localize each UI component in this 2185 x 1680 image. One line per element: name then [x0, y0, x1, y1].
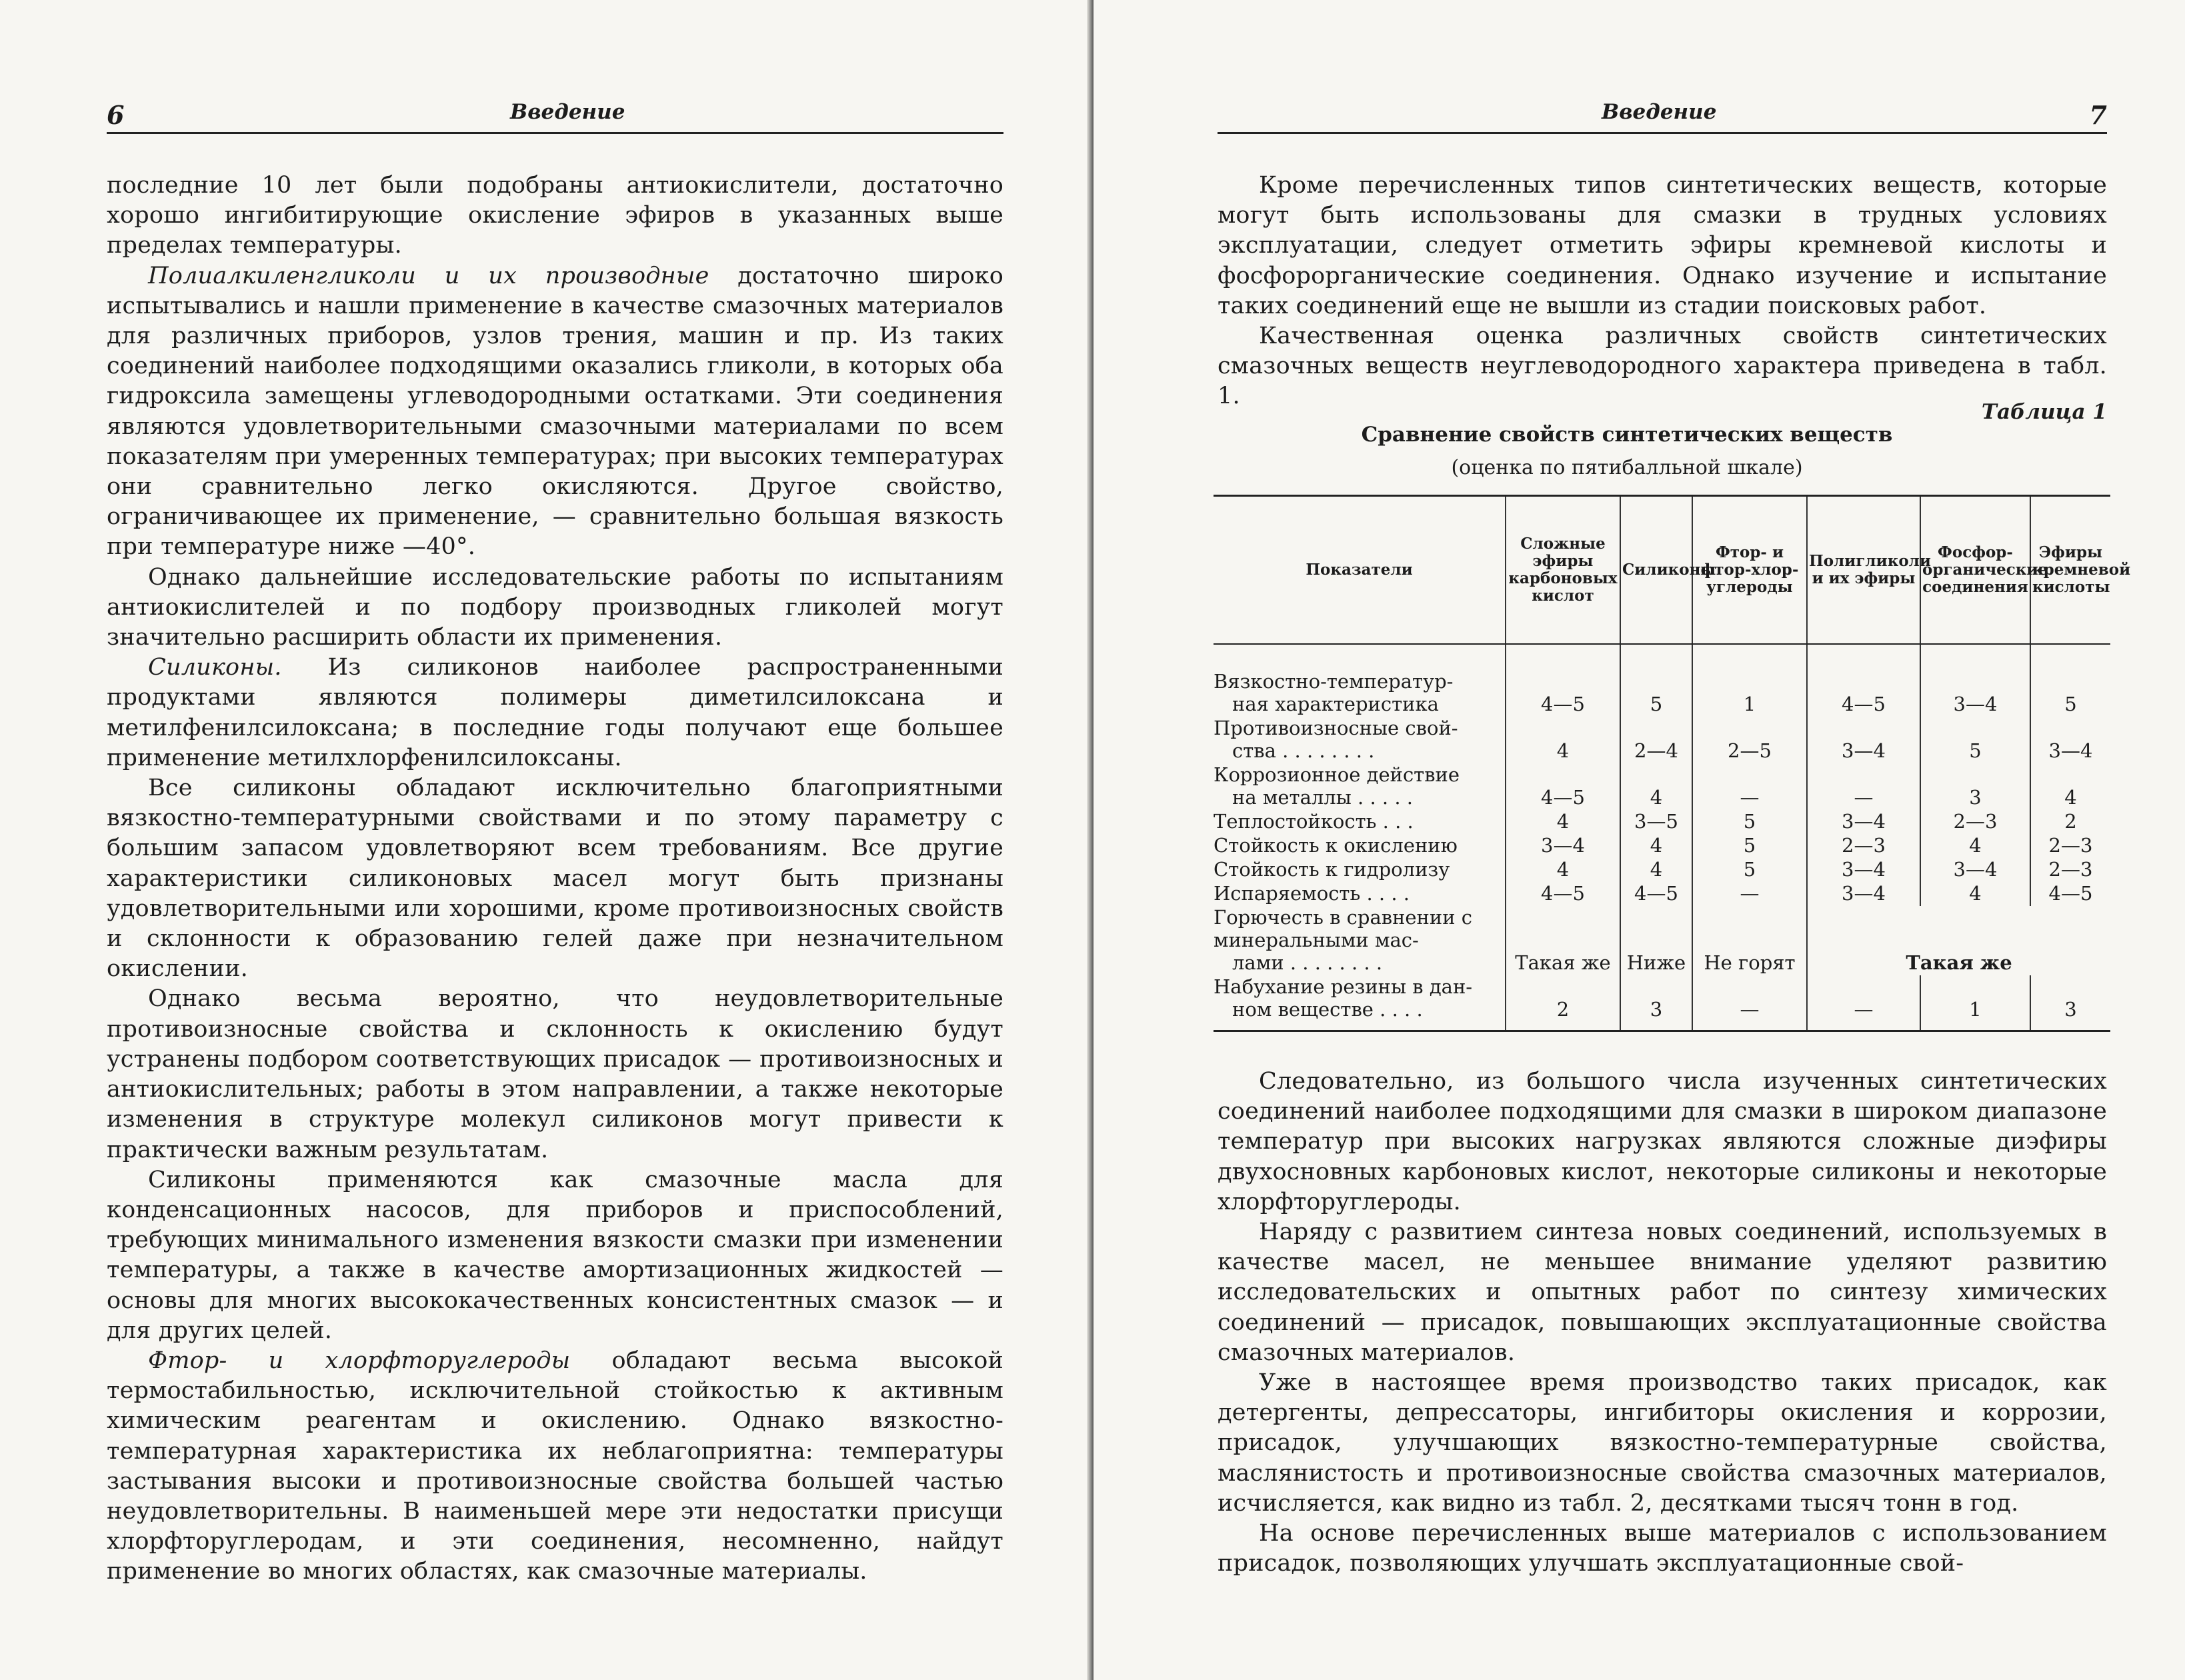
- paragraph: [107, 1165, 1003, 1346]
- row-label-line: Стойкость к окислению: [1214, 834, 1458, 857]
- paragraph: [1218, 1067, 2107, 1217]
- table-row: [1214, 882, 2110, 906]
- right-page-header: [1218, 92, 2107, 134]
- row-label: [1214, 834, 1506, 858]
- table-column-header: Фосфор-органические соединения: [1920, 496, 2030, 645]
- table-cell: 2—3: [2030, 858, 2110, 882]
- paragraph: [1218, 1519, 2107, 1579]
- table-cell: 5: [1692, 858, 1807, 882]
- table-cell: 4—5: [1620, 882, 1692, 906]
- italic-term: Фтор- и хлорфторуглероды: [148, 1347, 571, 1374]
- table-cell: 4: [1920, 834, 2030, 858]
- row-label-line: Горючесть в сравнении с минеральными мас-: [1214, 906, 1473, 951]
- row-label-line: Набухание резины в дан-: [1214, 975, 1473, 998]
- text-run: Уже в настоящее время производство таких присадок, как детергенты, депрессаторы, ингибиторы окисления и коррозии, присадок, улучшающих вязкостно-температурные свойства, маслянистость и противоизносные свойства смазочных материалов, исчисляется, как видно из табл. 2, десятками тысяч тонн в год.: [1218, 1369, 2107, 1517]
- text-run: Следовательно, из большого числа изученных синтетических соединений наиболее подходящими для смазки в широком диапазоне температур при высоких нагрузках являются сложные диэфиры двухосновных карбоновых кислот, некоторые силиконы и некоторые хлорфторуглероды.: [1218, 1068, 2107, 1215]
- row-label-line: Коррозионное действие: [1214, 763, 1460, 786]
- table-cell: 5: [1692, 810, 1807, 834]
- table-cell: 3: [1920, 763, 2030, 810]
- table-cell: 3—4: [2030, 717, 2110, 763]
- right-page-body-bottom: [1218, 1067, 2107, 1579]
- table-cell: Такая же: [1807, 906, 2110, 975]
- row-label: [1214, 644, 1506, 717]
- row-label-line: Вязкостно-температур-: [1214, 670, 1454, 693]
- table-cell: 3—4: [1807, 858, 1920, 882]
- table-column-header: Сложные эфиры карбоновых кислот: [1506, 496, 1620, 645]
- table-cell: 4: [1620, 763, 1692, 810]
- paragraph: [107, 653, 1003, 773]
- table-row: [1214, 810, 2110, 834]
- table-cell: 4: [2030, 763, 2110, 810]
- left-page-number: 6: [107, 100, 125, 130]
- table-row: [1214, 906, 2110, 975]
- table-cell: 4: [1620, 834, 1692, 858]
- table-cell: Не горят: [1692, 906, 1807, 975]
- table-cell: 4: [1506, 858, 1620, 882]
- text-run: последние 10 лет были подобраны антиокислители, достаточно хорошо ингибитирующие окисление эфиров в указанных выше пределах температуры.: [107, 172, 1003, 259]
- right-page: [1094, 0, 2185, 1680]
- text-run: Все силиконы обладают исключительно благоприятными вязкостно-температурными свойствами и по этому параметру с большим запасом удовлетворяют всем требованиям. Все другие характеристики силиконовых масел могут быть признаны удовлетворительными или хорошими, кроме противоизносных свойств и склонности к образованию гелей даже при незначительном окислении.: [107, 775, 1003, 983]
- paragraph: [1218, 1217, 2107, 1368]
- table-cell: 4: [1920, 882, 2030, 906]
- left-page-header: [107, 92, 1003, 134]
- table-row: [1214, 834, 2110, 858]
- table-title: Сравнение свойств синтетических веществ: [1361, 423, 1893, 447]
- table-cell: 4: [1506, 717, 1620, 763]
- table-cell: 1: [1692, 644, 1807, 717]
- text-run: Качественная оценка различных свойств синтетических смазочных веществ неуглеводородного характера приведена в табл. 1.: [1218, 323, 2107, 410]
- paragraph: [107, 171, 1003, 261]
- paragraph: [1218, 1368, 2107, 1519]
- table-cell: —: [1807, 975, 1920, 1031]
- table-cell: 4—5: [1506, 763, 1620, 810]
- paragraph: [107, 773, 1003, 984]
- table-cell: 3—4: [1807, 882, 1920, 906]
- table-cell: —: [1692, 763, 1807, 810]
- text-run: На основе перечисленных выше материалов с использованием присадок, позволяющих улучшать эксплуатационные свой-: [1218, 1520, 2107, 1577]
- table-cell: 3—5: [1620, 810, 1692, 834]
- table-cell: 2: [1506, 975, 1620, 1031]
- row-label: [1214, 717, 1506, 763]
- table-column-header: Эфиры кремневой кислоты: [2030, 496, 2110, 645]
- table-cell: —: [1692, 882, 1807, 906]
- row-label-line: Стойкость к гидролизу: [1214, 858, 1450, 881]
- left-running-head: Введение: [510, 100, 625, 124]
- text-run: обладают весьма высокой термостабильностью, исключительной стойкостью к активным химическим реагентам и окислению. Однако вязкостно-температурная характеристика их неблагоприятна: температуры застывания высоки и противоизносные свойства большей частью неудовлетворительны. В наименьшей мере эти недостатки присущи хлорфторуглеродам, и эти соединения, несомненно, найдут применение во многих областях, как смазочные материалы.: [107, 1347, 1003, 1585]
- row-label: [1214, 882, 1506, 906]
- table-cell: 2—3: [1920, 810, 2030, 834]
- table-cell: 4—5: [1506, 882, 1620, 906]
- table-column-header: Показатели: [1214, 496, 1506, 645]
- table-subtitle: (оценка по пятибалльной шкале): [1451, 456, 1803, 479]
- italic-term: Полиалкиленгликоли и их производные: [148, 262, 709, 289]
- row-label-line: Испаряемость . . . .: [1214, 882, 1410, 905]
- table-column-header: Полигликоли и их эфиры: [1807, 496, 1920, 645]
- table-cell: 2—3: [2030, 834, 2110, 858]
- table-cell: 4: [1506, 810, 1620, 834]
- table-label: Таблица 1: [1981, 400, 2107, 424]
- table-cell: Ниже: [1620, 906, 1692, 975]
- table-column-header: Фтор- и фтор-хлор-углероды: [1692, 496, 1807, 645]
- table-cell: 4—5: [1506, 644, 1620, 717]
- table-cell: 5: [2030, 644, 2110, 717]
- table-cell: 3—4: [1807, 717, 1920, 763]
- table-cell: 3: [2030, 975, 2110, 1031]
- row-label-line: лами . . . . . . . .: [1232, 951, 1383, 974]
- table-row: [1214, 763, 2110, 810]
- paragraph: [1218, 321, 2107, 412]
- row-label: [1214, 810, 1506, 834]
- text-run: Силиконы применяются как смазочные масла для конденсационных насосов, для приборов и приспособлений, требующих минимального изменения вязкости смазки при изменении температуры, а также в качестве амортизационных жидкостей — основы для многих высококачественных консистентных смазок — и для других целей.: [107, 1166, 1003, 1344]
- text-run: Однако весьма вероятно, что неудовлетворительные противоизносные свойства и склонность к окислению будут устранены подбором соответствующих присадок — противоизносных и антиокислительных; работы в этом направлении, а также некоторые изменения в структуре молекул силиконов могут привести к практически важным результатам.: [107, 985, 1003, 1163]
- table-cell: Такая же: [1506, 906, 1620, 975]
- table-cell: 2: [2030, 810, 2110, 834]
- text-run: Наряду с развитием синтеза новых соединений, используемых в качестве масел, не меньшее внимание уделяют развитию исследовательских и опытных работ по синтезу химических соединений — присадок, повышающих эксплуатационные свойства смазочных материалов.: [1218, 1219, 2107, 1366]
- table-cell: 3—4: [1920, 644, 2030, 717]
- table-cell: 5: [1920, 717, 2030, 763]
- table-row: [1214, 717, 2110, 763]
- table-cell: 4—5: [1807, 644, 1920, 717]
- table-cell: 2—4: [1620, 717, 1692, 763]
- row-label-line: Противоизносные свой-: [1214, 717, 1458, 739]
- table-column-header: Силиконы: [1620, 496, 1692, 645]
- text-run: Кроме перечисленных типов синтетических веществ, которые могут быть использованы для смазки в трудных условиях эксплуатации, следует отметить эфиры кремневой кислоты и фосфорорганические соединения. Однако изучение и испытание таких соединений еще не вышли из стадии поисковых работ.: [1218, 172, 2107, 319]
- table-cell: —: [1807, 763, 1920, 810]
- row-label: [1214, 763, 1506, 810]
- row-label-line: ном веществе . . . .: [1232, 998, 1423, 1021]
- table-cell: 4—5: [2030, 882, 2110, 906]
- right-page-number: 7: [2089, 100, 2107, 130]
- text-run: достаточно широко испытывались и нашли применение в качестве смазочных материалов для различных приборов, узлов трения, машин и пр. Из таких соединений наиболее подходящими оказались гликоли, в которых оба гидроксила замещены углеводородными остатками. Эти соединения являются удовлетворительными смазочными материалами по всем показателям при умеренных температурах; при высоких температурах они сравнительно легко окисляются. Другое свойство, ограничивающее их применение, — сравнительно большая вязкость при температуре ниже —40°.: [107, 262, 1003, 561]
- table-cell: 5: [1620, 644, 1692, 717]
- table-row: [1214, 858, 2110, 882]
- text-run: Из силиконов наиболее распространенными продуктами являются полимеры диметилсилоксана и метилфенилсилоксана; в последние годы получают еще большее применение метилхлорфенилсилоксаны.: [107, 654, 1003, 771]
- table-cell: 3—4: [1807, 810, 1920, 834]
- row-label: [1214, 975, 1506, 1031]
- table-cell: —: [1692, 975, 1807, 1031]
- row-label: [1214, 906, 1506, 975]
- row-label-line: ная характеристика: [1232, 693, 1439, 715]
- table-cell: 5: [1692, 834, 1807, 858]
- right-page-body-top: [1218, 171, 2107, 412]
- paragraph: [107, 984, 1003, 1165]
- italic-term: Силиконы.: [148, 654, 282, 681]
- table-cell: 4: [1620, 858, 1692, 882]
- paragraph: [107, 563, 1003, 653]
- paragraph: [107, 1346, 1003, 1587]
- table-cell: 2—3: [1807, 834, 1920, 858]
- table-cell: 1: [1920, 975, 2030, 1031]
- table-cell: 3—4: [1920, 858, 2030, 882]
- left-page-body: [107, 171, 1003, 1587]
- table-row: [1214, 644, 2110, 717]
- table-cell: 3: [1620, 975, 1692, 1031]
- properties-comparison-table: [1214, 495, 2131, 1032]
- right-running-head: Введение: [1602, 100, 1717, 124]
- row-label-line: ства . . . . . . . .: [1232, 739, 1375, 762]
- row-label-line: на металлы . . . . .: [1232, 786, 1413, 809]
- paragraph: [1218, 171, 2107, 321]
- table-cell: 3—4: [1506, 834, 1620, 858]
- text-run: Однако дальнейшие исследовательские работы по испытаниям антиокислителей и по подбору производных гликолей могут значительно расширить области их применения.: [107, 563, 1003, 651]
- row-label: [1214, 858, 1506, 882]
- row-label-line: Теплостойкость . . .: [1214, 810, 1414, 833]
- table-cell: 2—5: [1692, 717, 1807, 763]
- table-row: [1214, 975, 2110, 1031]
- paragraph: [107, 261, 1003, 563]
